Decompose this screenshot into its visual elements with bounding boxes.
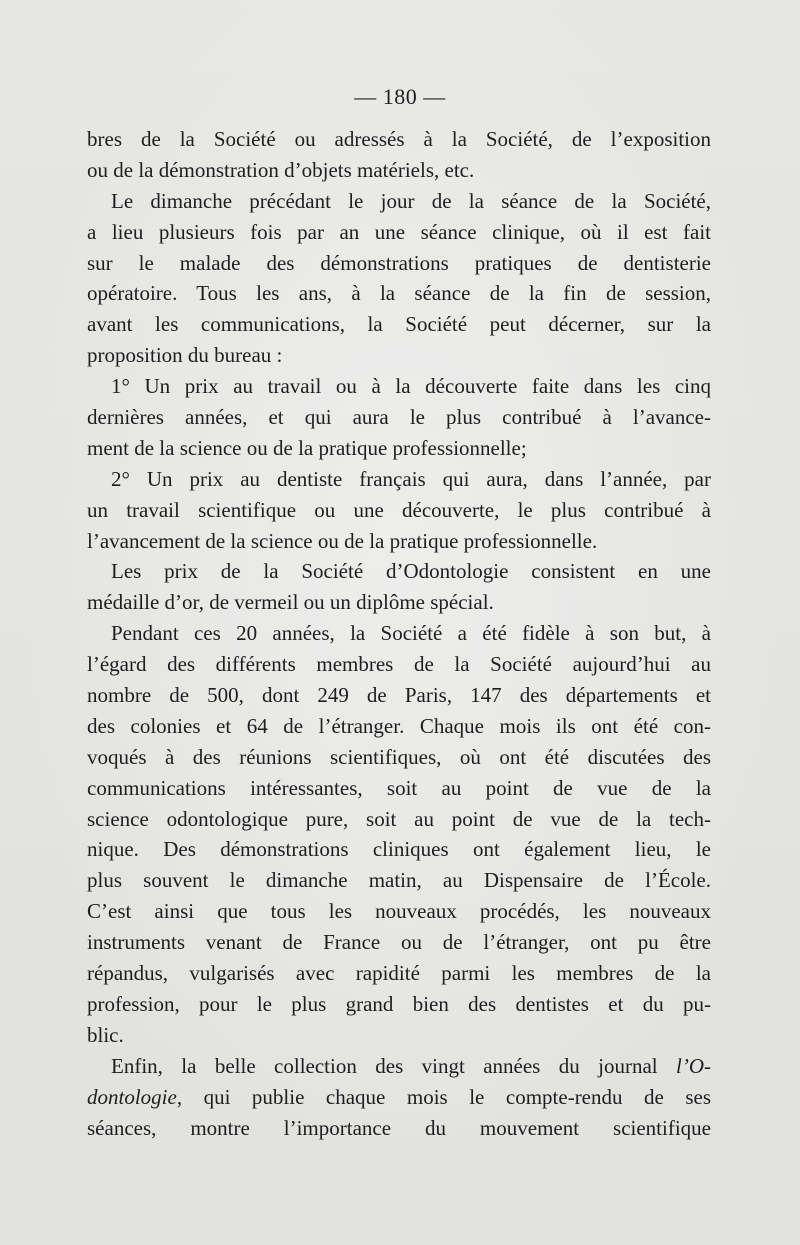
text-line: opératoire. Tous les ans, à la séance de la fin de session, <box>87 281 711 306</box>
text-line: ou de la démonstration d’objets matériels, etc. <box>87 157 475 182</box>
text-line: profession, pour le plus grand bien des dentistes et du pu- <box>87 991 711 1016</box>
text-segment: , qui publie chaque mois le compte-rendu de ses <box>176 1084 711 1109</box>
text-line: l’égard des différents membres de la Société aujourd’hui au <box>87 652 711 677</box>
text-line <box>87 1051 711 1082</box>
text-line: des colonies et 64 de l’étranger. Chaque mois ils ont été con- <box>87 713 711 738</box>
text-line: sur le malade des démonstrations pratiques de dentisterie <box>87 250 711 275</box>
text-line: l’avancement de la science ou de la pratique professionnelle. <box>87 528 598 553</box>
text-line: séances, montre l’importance du mouvement scientifique <box>87 1115 711 1140</box>
text-line: voqués à des réunions scientifiques, où ont été discutées des <box>87 744 711 769</box>
text-line: a lieu plusieurs fois par an une séance clinique, où il est fait <box>87 219 711 244</box>
text-line: dernières années, et qui aura le plus contribué à l’avance- <box>87 405 711 430</box>
text-line: bres de la Société ou adressés à la Société, de l’exposition <box>87 127 711 151</box>
text-line: instruments venant de France ou de l’étranger, ont pu être <box>87 930 711 955</box>
text-line: plus souvent le dimanche matin, au Dispensaire de l’École. <box>87 868 711 893</box>
text-line: répandus, vulgarisés avec rapidité parmi les membres de la <box>87 961 711 986</box>
text-line: 1° Un prix au travail ou à la découverte faite dans les cinq <box>111 374 711 399</box>
text-line: science odontologique pure, soit au point de vue de la tech- <box>87 806 711 831</box>
text-line: nique. Des démonstrations cliniques ont également lieu, le <box>87 837 711 862</box>
text-line: médaille d’or, de vermeil ou un diplôme spécial. <box>87 590 494 615</box>
text-line: 2° Un prix au dentiste français qui aura, dans l’année, par <box>111 466 711 491</box>
text-line: communications intéressantes, soit au point de vue de la <box>87 775 711 800</box>
text-line: un travail scientifique ou une découverte, le plus contribué à <box>87 497 711 522</box>
text-line: C’est ainsi que tous les nouveaux procédés, les nouveaux <box>87 899 711 924</box>
text-line: Pendant ces 20 années, la Société a été fidèle à son but, à <box>111 621 711 646</box>
text-line: ment de la science ou de la pratique professionnelle; <box>87 435 527 460</box>
text-segment: Enfin, la belle collection des vingt années du journal <box>111 1053 676 1078</box>
journal-title: dontologie <box>87 1084 177 1109</box>
text-line: nombre de 500, dont 249 de Paris, 147 des départements et <box>87 683 711 708</box>
text-line: Le dimanche précédant le jour de la séance de la Société, <box>111 188 711 213</box>
text-line: blic. <box>87 1022 124 1047</box>
journal-title: l’O- <box>676 1053 711 1078</box>
text-line: avant les communications, la Société peut décerner, sur la <box>87 312 711 337</box>
text-line: proposition du bureau : <box>87 343 283 368</box>
text-line <box>87 1082 711 1113</box>
page-number: — 180 — <box>354 84 446 109</box>
body-text <box>87 124 711 1143</box>
text-line: Les prix de la Société d’Odontologie consistent en une <box>111 559 711 584</box>
